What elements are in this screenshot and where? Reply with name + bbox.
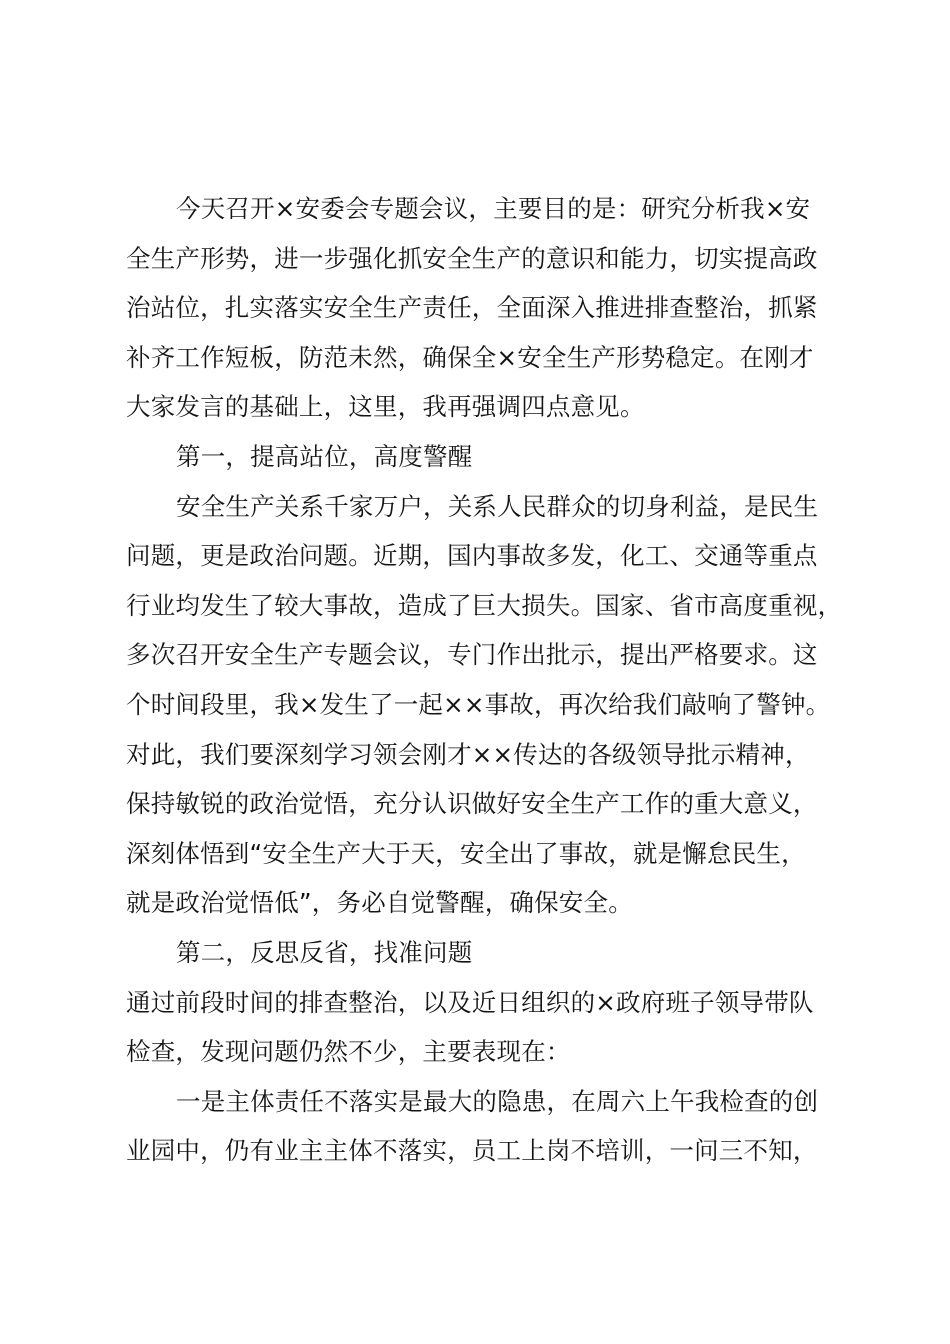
- paragraph-line: 就是政治觉悟低”，务必自觉警醒，确保安全。: [126, 888, 633, 918]
- paragraph-line: 第一，提高站位，高度警醒: [176, 441, 473, 471]
- paragraph-section-2-item-1: [126, 1077, 838, 1176]
- paragraph-line: 全生产形势，进一步强化抓安全生产的意识和能力，切实提高政: [126, 243, 818, 273]
- paragraph-line: 安全生产关系千家万户，关系人民群众的切身利益，是民生: [176, 491, 819, 521]
- paragraph-line: 保持敏锐的政治觉悟，充分认识做好安全生产工作的重大意义，: [126, 789, 818, 819]
- paragraph-line: 检查，发现问题仍然不少，主要表现在：: [126, 1037, 571, 1067]
- paragraph-heading-1: [126, 432, 838, 482]
- paragraph-line: 大家发言的基础上，这里，我再强调四点意见。: [126, 392, 645, 422]
- paragraph-section-1: [126, 482, 843, 928]
- paragraph-intro: [126, 184, 838, 432]
- paragraph-line: 对此，我们要深刻学习领会刚才××传达的各级领导批示精神，: [126, 739, 810, 769]
- paragraph-section-2: [126, 978, 838, 1077]
- paragraph-line: 通过前段时间的排查整治，以及近日组织的×政府班子领导带队: [126, 987, 814, 1017]
- paragraph-line: 治站位，扎实落实安全生产责任，全面深入推进排查整治，抓紧: [126, 293, 818, 323]
- paragraph-line: 多次召开安全生产专题会议，专门作出批示，提出严格要求。这: [126, 640, 818, 670]
- paragraph-line: 深刻体悟到“安全生产大于天，安全出了事故，就是懈怠民生，: [126, 838, 806, 868]
- paragraph-heading-2: [126, 928, 838, 978]
- paragraph-line: 补齐工作短板，防范未然，确保全×安全生产形势稳定。在刚才: [126, 342, 814, 372]
- paragraph-line: 业园中，仍有业主主体不落实，员工上岗不培训，一问三不知，: [126, 1136, 818, 1166]
- paragraph-line: 行业均发生了较大事故，造成了巨大损失。国家、省市高度重视，: [126, 590, 843, 620]
- paragraph-line: 今天召开×安委会专题会议，主要目的是：研究分析我×安: [176, 194, 811, 223]
- document-body: [126, 184, 843, 1176]
- paragraph-line: 一是主体责任不落实是最大的隐患，在周六上午我检查的创: [176, 1086, 819, 1116]
- paragraph-line: 第二，反思反省，找准问题: [176, 937, 473, 967]
- paragraph-line: 个时间段里，我×发生了一起××事故，再次给我们敲响了警钟。: [126, 689, 831, 719]
- paragraph-line: 问题，更是政治问题。近期，国内事故多发，化工、交通等重点: [126, 541, 818, 571]
